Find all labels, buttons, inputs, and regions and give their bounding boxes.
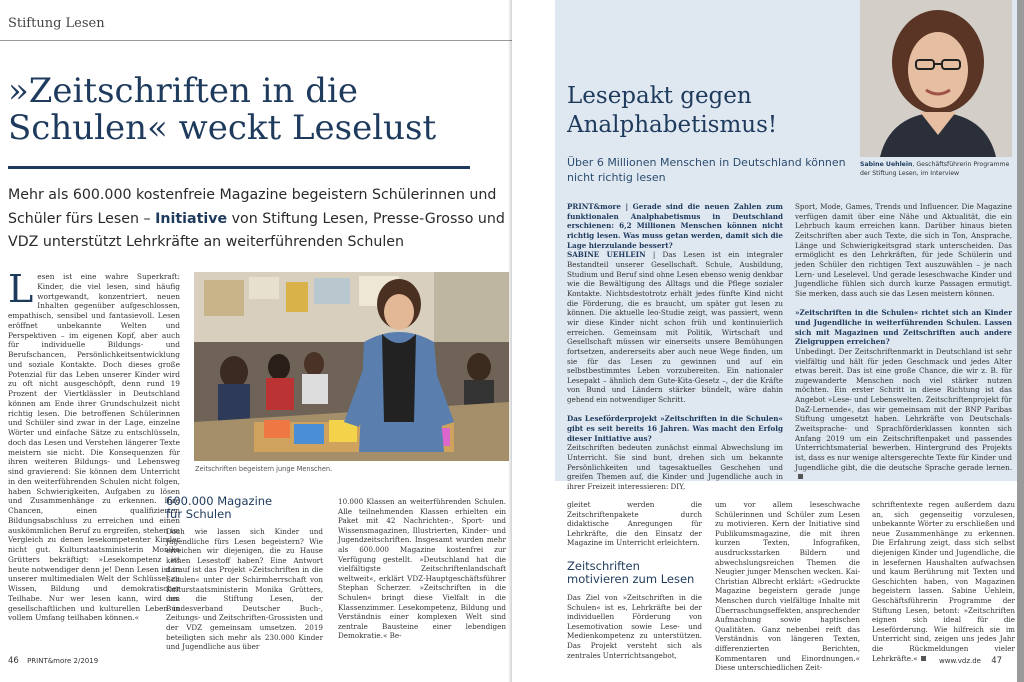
- answer-3-text: Unbedingt. Der Zeitschriftenmarkt in Deutschland ist sehr vielfältig und hält für jeden Geschmack und jedes Alter etwas bereit. Das ist eine große Chance, die wir z. B. für zugewanderte Menschen noch viel stärker nutzen möchten. Ein erster Schritt in diese Richtung ist das Angebot »Lese- und Lebenswelten. Zeitschriftenprojekt für DaZ-Lernende«, das wir gemeinsam mit der BNP Paribas Stiftung umgesetzt haben. Lehrkräfte von Deutschals-Zweitsprache- und Sprachförderklassen konnten sich Anfang 2019 um ein Zeitschriftenpaket und passendes Unterrichtsmaterial bewerben. Hintergrund des Projekts ist, dass es nur wenige altersgerechte Texte für Kinder und Jugendliche gibt, die die deutsche Sprache gerade lernen.: [795, 346, 1012, 472]
- page-edge: [1017, 0, 1024, 682]
- body-column-3: 10.000 Klassen an weiterführenden Schulen. Alle teilnehmenden Klassen erhielten ein Paket mit 42 Nachrichten-, Sport- und Wissensmagazinen, Illustrierten, Kinder- und Jugendzeitschriften. Insgesamt wurden mehr als 600.000 Magazine kostenfrei zur Verfügung gestellt. »Deutschland hat die vielfältigste Zeitschriftenlandschaft weltweit«, erklärt VDZ-Hauptgeschäftsführer Stephan Scherzer. »Zeitschriften in die Schulen« bringt diese Vielfalt in die Klassenzimmer. Lesekompetenz, Bildung und Verständnis einer komplexen Welt sind zentrale Bausteine einer lebendigen Demokratie.« Be-: [338, 497, 506, 641]
- photo-caption: Zeitschriften begeistern junge Menschen.: [195, 465, 333, 473]
- body-column-4: gleitet werden die Zeitschriftenpakete durch didaktische Anregungen für Lehrkräfte, die den Einsatz der Magazine im Unterricht erleichtern.: [567, 500, 702, 548]
- lead-paragraph: [8, 184, 508, 255]
- right-footer: [939, 656, 1002, 666]
- interviewer-tag: PRINT&more: [567, 202, 621, 211]
- body-column-1: [8, 267, 180, 623]
- interview-headline-line-1: Lesepakt gegen: [567, 83, 752, 109]
- section-label: Stiftung Lesen: [8, 16, 105, 31]
- headline-rule: [8, 166, 470, 169]
- drop-cap: L: [8, 267, 34, 311]
- magazine-issue: PRINT&more 2/2019: [27, 657, 99, 665]
- lead-text-c: von Stiftung Lesen, Presse-Grosso und VDZ unterstützt Lehrkräfte an weiterführenden Schulen: [8, 210, 505, 250]
- subheading-line-1: 600.000 Magazine: [166, 494, 273, 508]
- lead-text-a: Mehr als 600.000 kostenfreie Magazine begeistern Schülerinnen und Schüler fürs Lesen –: [8, 187, 497, 227]
- portrait-caption: [860, 161, 1015, 178]
- answer-2-continued: Sport, Mode, Games, Trends und Influencer. Die Magazine verfügen damit über eine Nähe und Aktualität, die ein Lehrbuch kaum erreichen kann. Darüber hinaus bieten Zeitschriften aber auch Texte, die sich in Ton, Ansprache, Länge und Schwierigkeitsgrad stark unterscheiden. Das ermöglicht es den Lehrkräften, für jede Schülerin und jeden Schüler den richtigen Text auszuwählen – je nach Lern- und Leselevel. Und gerade leseschwache Kinder und Jugendliche fühlen sich durch kurze Passagen ermutigt. Sie merken, dass auch sie das Lesen meistern können.: [795, 202, 1012, 298]
- body-text-6: schriftentexte regen außerdem dazu an, sich gegenseitig vorzulesen, unbekannte Wörter zu erschließen und neue Zusammenhänge zu erkennen. Die Erfahrung zeigt, dass sich selbst diejenigen Kinder und Jugendliche, die in lesefernen Haushalten aufwachsen und kaum Berührung mit Texten und Geschichten haben, von Magazinen begeistern lassen. Sabine Uehlein, Geschäftsführerin Programme der Stiftung Lesen, betont: »Zeitschriften eignen sich ideal für die Leseförderung. Wie hilfreich sie im Unterricht sind, zeigen uns jedes Jahr die Rückmeldungen vieler Lehrkräfte.«: [872, 500, 1015, 663]
- question-1-text: | Gerade sind die neuen Zahlen zum funktionalen Analphabetismus in Deutschland erschienen: 6,2 Millionen Menschen können nicht richtig lesen. Was muss getan werden, damit sich die Lage hierzulande bessert?: [567, 202, 783, 250]
- subheading-2-line-2: motivieren zum Lesen: [567, 572, 695, 586]
- subheading-line-2: für Schulen: [166, 507, 232, 521]
- interviewee-tag: SABINE UEHLEIN: [567, 250, 646, 260]
- left-footer: [8, 656, 98, 666]
- portrait-name: Sabine Uehlein: [860, 161, 913, 168]
- subheading-2-line-1: Zeitschriften: [567, 559, 640, 573]
- question-2: Das Leseförderprojekt »Zeitschriften in die Schulen« gibt es seit bereits 16 Jahren. Was macht den Erfolg dieser Initiative aus?: [567, 414, 783, 443]
- headline-line-2: Schulen« weckt Leselust: [8, 108, 437, 148]
- body-column-4b: Das Ziel von »Zeitschriften in die Schulen« ist es, Lehrkräfte bei der individuellen Förderung von Lesemotivation sowie Lese- und Medienkompetenz zu unterstützen. Das Projekt versteht sich als zentrales Unterrichtsangebot,: [567, 593, 702, 660]
- interview-headline-line-2: Analphabetismus!: [567, 112, 778, 138]
- subheading-motivation: [567, 560, 707, 586]
- website: www.vdz.de: [939, 657, 981, 665]
- portrait-caption-text: , Geschäftsführerin Programme der Stiftung Lesen, im Interview: [860, 161, 1010, 177]
- answer-2-text: Zeitschriften bedeuten zunächst einmal Abwechslung im Unterricht. Sie sind bunt, drehen sich um bekannte Persönlichkeiten und tagesaktuelles Geschehen und greifen Themen auf, die Kinder und Jugendliche auch in ihrer Freizeit interessieren: DIY,: [567, 443, 783, 492]
- left-page-number: 46: [8, 656, 19, 666]
- question-1: [567, 202, 783, 250]
- body-text-1: esen ist eine wahre Superkraft: Kinder, die viel lesen, sind häufig wortgewandt, konzentriert, neuen Inhalten gegenüber aufgeschlossen, empathisch, sensibel und fantasievoll. Lesen eröffnet unbekannte Welten und Perspektiven – im eigenen Kopf, aber auch für individuelle Bildungs- und Berufschancen, Persönlichkeitsentwicklung und soziale Kontakte. Doch dieses große Potenzial für das Leben unserer Kinder wird zu oft nicht ausgeschöpft, denn rund 19 Prozent der Viertklässler in Deutschland können am Ende ihrer Grundschulzeit nicht richtig lesen. Die betroffenen Schülerinnen und Schüler sind zwar in der Lage, einzelne Wörter und einfache Sätze zu entschlüsseln, doch das Lesen und Verstehen längerer Texte meistern sie nicht. Die Konsequenzen für ihren weiteren Bildungs- und Lebensweg sind gravierend: Sie können dem Unterricht in den weiterführenden Schulen nicht folgen, haben Schwierigkeiten, Aufgaben zu lösen und Zusammenhänge zu erkennen. Ihre Chancen, einen qualifizierten Bildungsabschluss zu erreichen und einen auskömmlichen Beruf zu ergreifen, stehen im Vergleich zu denen lesekompetenter Kinder nicht gut. Kulturstaatsministerin Monika Grütters bekräftigt: »Lesekompetenz ist heute notwendiger denn je! Denn Lesen ist in unserer multimedialen Welt der Schlüssel zu Wissen, Bildung und demokratischer Teilhabe. Nur wer lesen kann, wird am gesellschaftlichen und kulturellen Leben in vollem Umfang teilhaben können.«: [8, 272, 180, 623]
- question-3: »Zeitschriften in die Schulen« richtet sich an Kinder und Jugendliche in weiterführenden Schulen. Lassen sich mit Magazinen und Zeitschriften auch andere Zielgruppen erreichen?: [795, 308, 1012, 347]
- right-page-number: 47: [991, 656, 1003, 666]
- header-rule: [0, 40, 512, 41]
- portrait-photo: [860, 0, 1012, 157]
- end-mark-2: [921, 656, 926, 661]
- headline: [8, 73, 483, 147]
- body-column-6: [872, 500, 1015, 663]
- classroom-photo: [194, 272, 509, 461]
- interview-column-2: [795, 202, 1012, 482]
- body-column-2: Doch wie lassen sich Kinder und Jugendliche fürs Lesen begeistern? Wie erreichen wir diejenigen, die zu Hause keinen Lesestoff haben? Eine Antwort darauf ist das Projekt »Zeitschriften in die Schulen« unter der Schirmherrschaft von Kulturstaatsministerin Monika Grütters, das die Stiftung Lesen, der Bundesverband Deutscher Buch-, Zeitungs- und Zeitschriften-Grossisten und der VDZ gemeinsam umsetzen. 2019 beteiligten sich mehr als 230.000 Kinder und Jugendliche aus über: [166, 527, 323, 652]
- interview-subhead: Über 6 Millionen Menschen in Deutschland können nicht richtig lesen: [567, 156, 846, 184]
- end-mark: [798, 474, 803, 479]
- subheading-magazines: [166, 495, 326, 521]
- headline-line-1: »Zeitschriften in die: [8, 71, 359, 111]
- answer-1-text: | Das Lesen ist ein integraler Bestandteil unserer Gesellschaft. Schule, Ausbildung, Studium und Beruf sind ohne Lesen ebenso wenig denkbar wie die Bewältigung des Alltags und die Pflege sozialer Kontakte. Nichtsdestotrotz erhält jedes fünfte Kind nicht die Förderung, die es braucht, um später gut lesen zu können. Die aktuelle leo-Studie zeigt, was passiert, wenn wir diese Kinder nicht schon früh und kontinuierlich erreichen. Gemeinsam mit Politik, Wirtschaft und Gesellschaft müssen wir einerseits unsere Bemühungen fortsetzen, andererseits aber auch neue Wege finden, um sie für das Lesen zu gewinnen und auf ein selbstbestimmtes Leben vorzubereiten. Ein nationaler Lesepakt – ähnlich dem Gute-Kita-Gesetz –, der die Kräfte von Bund und Ländern stärker bündelt, wäre dahin gehend ein notwendiger Schritt.: [567, 250, 783, 405]
- right-page: [512, 0, 1017, 682]
- lead-keyword: Initiative: [155, 210, 228, 227]
- interview-column-1: [567, 202, 783, 492]
- interview-headline: [567, 82, 897, 140]
- body-column-5: um vor allem leseschwache Schülerinnen und Schüler zum Lesen zu motivieren. Kern der Initiative sind Publikumsmagazine, die mit ihren kurzen Texten, Infografiken, ausdrucksstarken Bildern und abwechslungsreichen Themen die Neugier junger Menschen wecken. Kai-Christian Albrecht erklärt: »Gedruckte Magazine begeistern gerade junge Menschen durch vielfältige Inhalte mit Überraschungseffekten, ansprechender Aufmachung sowie haptischen Qualitäten. Ganz nebenbei reift das Verständnis von längeren Texten, differenzierten Berichten, Kommentaren und Einordnungen.« Diese unterschiedlichen Zeit-: [715, 500, 860, 673]
